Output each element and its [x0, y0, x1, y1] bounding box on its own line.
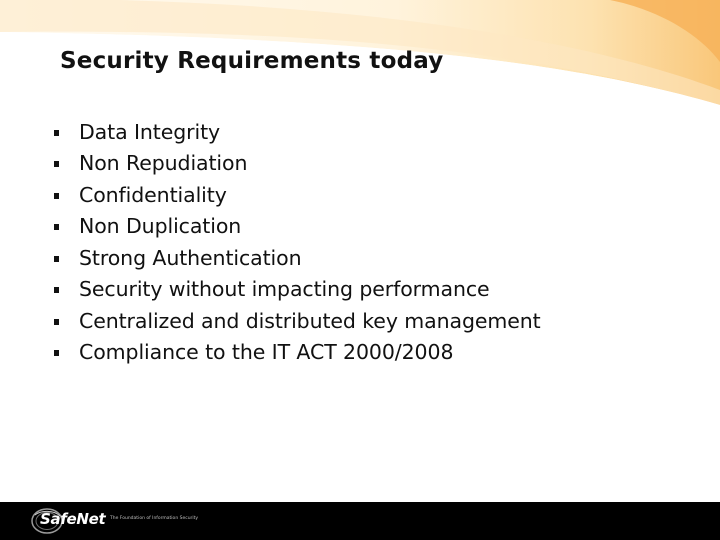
slide-title: Security Requirements today [60, 48, 444, 74]
bullet-text: Non Repudiation [79, 151, 248, 176]
bullet-text: Security without impacting performance [79, 277, 490, 302]
bullet-item [54, 337, 541, 369]
bullet-text: Compliance to the IT ACT 2000/2008 [79, 340, 454, 365]
bullet-text: Data Integrity [79, 119, 221, 144]
bullet-item [54, 305, 541, 337]
square-bullet-icon [54, 256, 59, 262]
square-bullet-icon [54, 161, 59, 167]
footer-tagline: The Foundation of Information Security [110, 516, 199, 521]
bullet-item [54, 116, 541, 148]
bullet-item [54, 242, 541, 274]
square-bullet-icon [54, 287, 59, 293]
bullet-text: Confidentiality [79, 182, 227, 207]
square-bullet-icon [54, 193, 59, 199]
bullet-text: Strong Authentication [79, 245, 302, 270]
bullet-text: Non Duplication [79, 214, 242, 239]
footer-bar [0, 502, 720, 540]
bullet-item [54, 179, 541, 211]
bullet-item [54, 211, 541, 243]
square-bullet-icon [54, 350, 59, 356]
bullet-item [54, 274, 541, 306]
bullet-list [54, 116, 541, 368]
bullet-item [54, 148, 541, 180]
square-bullet-icon [54, 319, 59, 325]
square-bullet-icon [54, 224, 59, 230]
bullet-text: Centralized and distributed key management [79, 308, 541, 333]
square-bullet-icon [54, 130, 59, 136]
safenet-logo-text: SafeNet [40, 510, 106, 528]
